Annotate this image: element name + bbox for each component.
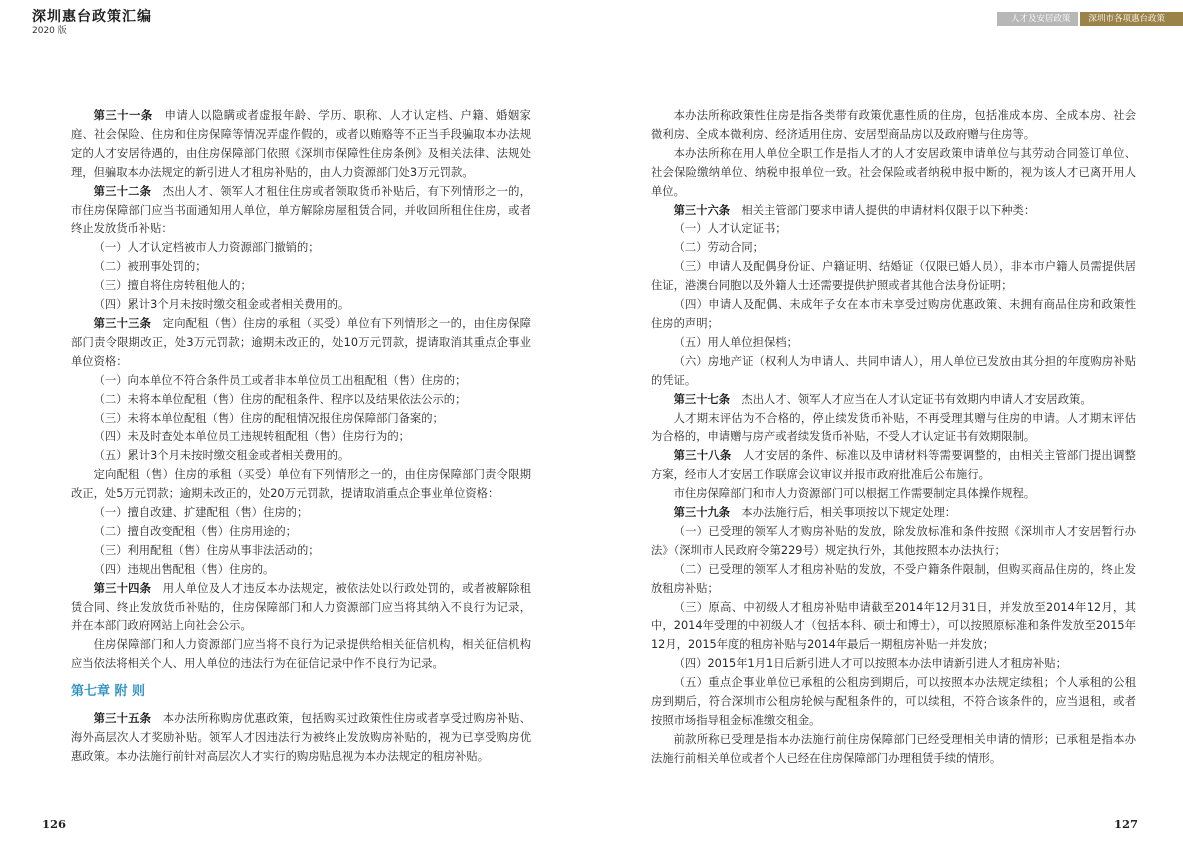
paragraph [71,466,531,504]
paragraph [71,428,531,447]
paragraph [651,202,1136,221]
paragraph [71,277,531,296]
article-number: 第三十七条 [673,392,731,406]
paragraph [71,447,531,466]
paragraph [71,239,531,258]
paragraph-text: （三）擅自将住房转租他人的； [93,279,252,293]
paragraph-text: 本办法所称购房优惠政策，包括购买过政策性住房或者享受过购房补贴、海外高层次人才奖励补贴。领军人才因违法行为被终止发放购房补贴的，视为已享受购房优惠政策。本办法施行前针对高层次人才实行的购房贴息视为本办法规定的租房补贴。 [71,712,531,763]
paragraph-text: （一）人才认定档被市人力资源部门撤销的； [93,241,320,255]
paragraph-text: 申请人以隐瞒或者虚报年龄、学历、职称、人才认定档、户籍、婚姻家庭、社会保险、住房和住房保障等情况弄虚作假的，或者以贿赂等不正当手段骗取本办法规定的人才安居待遇的，由住房保障部门依照《深圳市保障性住房条例》及相关法律、法规处理，但骗取本办法规定的新引进人才租房补贴的，由人力资源部门处3万元罚款。 [71,109,531,179]
paragraph-text: 本办法所称政策性住房是指各类带有政策优惠性质的住房，包括准成本房、全成本房、社会微利房、全成本微利房、经济适用住房、安居型商品房以及政府赠与住房等。 [651,109,1136,141]
paragraph [71,258,531,277]
paragraph [71,315,531,372]
paragraph-text: （五）重点企事业单位已承租的公租房到期后，可以按照本办法规定续租；个人承租的公租房到期后，符合深圳市公租房轮候与配租条件的，可以续租，不符合该条件的，应当退租，或者按照市场指导租金标准缴交租金。 [651,676,1136,727]
paragraph [651,523,1136,561]
paragraph-text: （二）被刑事处罚的； [93,260,207,274]
paragraph-text: （四）未及时查处本单位员工违规转租配租（售）住房行为的； [93,430,410,444]
paragraph-text: 人才安居的条件、标准以及申请材料等需要调整的，由相关主管部门提出调整方案，经市人才安居工作联席会议审议并报市政府批准后公布施行。 [651,449,1136,482]
paragraph [71,504,531,523]
article-number: 第三十二条 [93,184,152,198]
paragraph-text: （四）申请人及配偶、未成年子女在本市未享受过购房优惠政策、未拥有商品住房和政策性住房的声明； [651,298,1136,330]
paragraph [651,655,1136,674]
paragraph [71,296,531,315]
section-tag: 深圳市各项惠台政策 [1080,12,1183,26]
paragraph [651,504,1136,523]
paragraph [71,372,531,391]
left-paragraphs-after [71,710,531,767]
paragraph [651,410,1136,448]
paragraph [651,107,1136,145]
paragraph [651,731,1136,769]
right-page-column [651,107,1136,769]
paragraph-text: 住房保障部门和人力资源部门应当将不良行为记录提供给相关征信机构，相关征信机构应当依法将相关个人、用人单位的违法行为在征信记录中作不良行为记录。 [71,638,531,671]
paragraph-text: （二）擅自改变配租（售）住房用途的； [93,524,297,538]
paragraph-text: （二）已受理的领军人才租房补贴的发放，不受户籍条件限制，但购买商品住房的，终止发放租房补贴； [651,562,1136,595]
section-tags [997,12,1183,26]
paragraph [651,674,1136,731]
article-number: 第三十六条 [673,203,731,217]
article-number: 第三十一条 [93,109,153,122]
paragraph [71,710,531,767]
paragraph-text: 人才期末评估为不合格的，停止续发货币补贴，不再受理其赠与住房的申请。人才期末评估为合格的，申请赠与房产或者续发货币补贴，不受人才认定证书有效期限制。 [651,411,1136,444]
paragraph [71,561,531,580]
paragraph [651,599,1136,656]
left-page-column [71,107,531,767]
article-number: 第三十三条 [93,316,152,330]
paragraph-text: （一）向本单位不符合条件员工或者非本单位员工出租配租（售）住房的； [93,373,467,387]
right-paragraphs [651,107,1136,769]
paragraph-text: （二）未将本单位配租（售）住房的配租条件、程序以及结果依法公示的； [93,392,467,406]
paragraph [651,239,1136,258]
article-number: 第三十四条 [93,581,152,595]
paragraph-text: （三）原高、中初级人才租房补贴申请截至2014年12月31日，并发放至2014年12月，其中，2014年受理的中初级人才（包括本科、硕士和博士），可以按照原标准和条件发放至2015年12月，2015年度的租房补贴与2014年最后一期租房补贴一并发放； [651,600,1136,652]
paragraph [71,523,531,542]
paragraph-text: （五）累计3个月未按时缴交租金或者相关费用的。 [93,449,350,463]
paragraph [651,561,1136,599]
paragraph [651,485,1136,504]
left-paragraphs [71,107,531,674]
paragraph [651,391,1136,410]
paragraph [71,636,531,674]
paragraph-text: （一）已受理的领军人才购房补贴的发放，除发放标准和条件按照《深圳市人才安居暂行办法》（深圳市人民政府令第229号）规定执行外，其他按照本办法执行； [651,524,1136,557]
paragraph [71,391,531,410]
article-number: 第三十五条 [93,712,152,726]
paragraph-text: 前款所称已受理是指本办法施行前住房保障部门已经受理相关申请的情形；已承租是指本办法施行前相关单位或者个人已经在住房保障部门办理租赁手续的情形。 [651,732,1136,765]
paragraph-text: （一）擅自改建、扩建配租（售）住房的； [93,506,309,520]
paragraph [651,353,1136,391]
paragraph-text: （二）劳动合同； [673,241,764,255]
article-number: 第三十八条 [673,449,732,463]
paragraph [651,334,1136,353]
paragraph-text: 用人单位及人才违反本办法规定，被依法处以行政处罚的，或者被解除租赁合同、终止发放货币补贴的，住房保障部门和人力资源部门应当将其纳入不良行为记录，并在本部门政府网站上向社会公示。 [71,581,531,633]
book-title: 深圳惠台政策汇编 [32,9,152,25]
paragraph [71,183,531,240]
paragraph-text: 杰出人才、领军人才租住住房或者领取货币补贴后，有下列情形之一的，市住房保障部门应当书面通知用人单位，单方解除房屋租赁合同，并收回所租住住房，或者终止发放货币补贴： [71,184,531,236]
book-year: 2020 版 [32,26,67,36]
page-number-right: 127 [1114,817,1139,831]
paragraph-text: （五）用人单位担保档； [673,335,798,349]
paragraph [71,542,531,561]
paragraph [71,107,531,183]
page-number-left: 126 [42,817,67,831]
category-tag: 人才及安居政策 [997,12,1079,26]
paragraph [71,580,531,637]
paragraph-text: （三）未将本单位配租（售）住房的配租情况报住房保障部门备案的； [93,411,444,425]
paragraph-text: 定向配租（售）住房的承租（买受）单位有下列情形之一的，由住房保障部门责令限期改正，处5万元罚款；逾期未改正的，处20万元罚款，提请取消重点企事业单位资格： [71,468,531,501]
paragraph-text: （四）累计3个月未按时缴交租金或者相关费用的。 [93,298,350,312]
paragraph-text: （一）人才认定证书； [673,222,787,236]
paragraph-text: （三）申请人及配偶身份证、户籍证明、结婚证（仅限已婚人员），非本市户籍人员需提供居住证，港澳台同胞以及外籍人士还需要提供护照或者其他合法身份证明； [651,260,1136,293]
paragraph-text: 杰出人才、领军人才应当在人才认定证书有效期内申请人才安居政策。 [741,392,1092,406]
paragraph-text: （四）2015年1月1日后新引进人才可以按照本办法申请新引进人才租房补贴； [673,657,1067,671]
paragraph [651,447,1136,485]
paragraph [651,296,1136,334]
paragraph [71,410,531,429]
paragraph-text: 市住房保障部门和市人力资源部门可以根据工作需要制定具体操作规程。 [673,487,1036,501]
paragraph-text: 本办法所称在用人单位全职工作是指人才的人才安居政策申请单位与其劳动合同签订单位、社会保险缴纳单位、纳税申报单位一致。社会保险或者纳税申报中断的，视为该人才已离开用人单位。 [651,146,1136,198]
paragraph-text: 定向配租（售）住房的承租（买受）单位有下列情形之一的，由住房保障部门责令限期改正，处3万元罚款；逾期未改正的，处10万元罚款，提请取消其重点企事业单位资格： [71,316,531,368]
paragraph-text: （三）利用配租（售）住房从事非法活动的； [93,543,320,557]
article-number: 第三十九条 [673,506,731,520]
paragraph [651,220,1136,239]
paragraph-text: （四）违规出售配租（售）住房的。 [93,562,275,576]
chapter-title: 第七章 附 则 [71,684,146,700]
paragraph-text: （六）房地产证（权利人为申请人、共同申请人），用人单位已发放由其分担的年度购房补贴的凭证。 [651,354,1136,387]
paragraph-text: 本办法施行后，相关事项按以下规定处理： [741,506,957,520]
book-header [32,9,152,37]
paragraph [651,258,1136,296]
paragraph [651,145,1136,202]
paragraph-text: 相关主管部门要求申请人提供的申请材料仅限于以下种类： [741,203,1036,217]
